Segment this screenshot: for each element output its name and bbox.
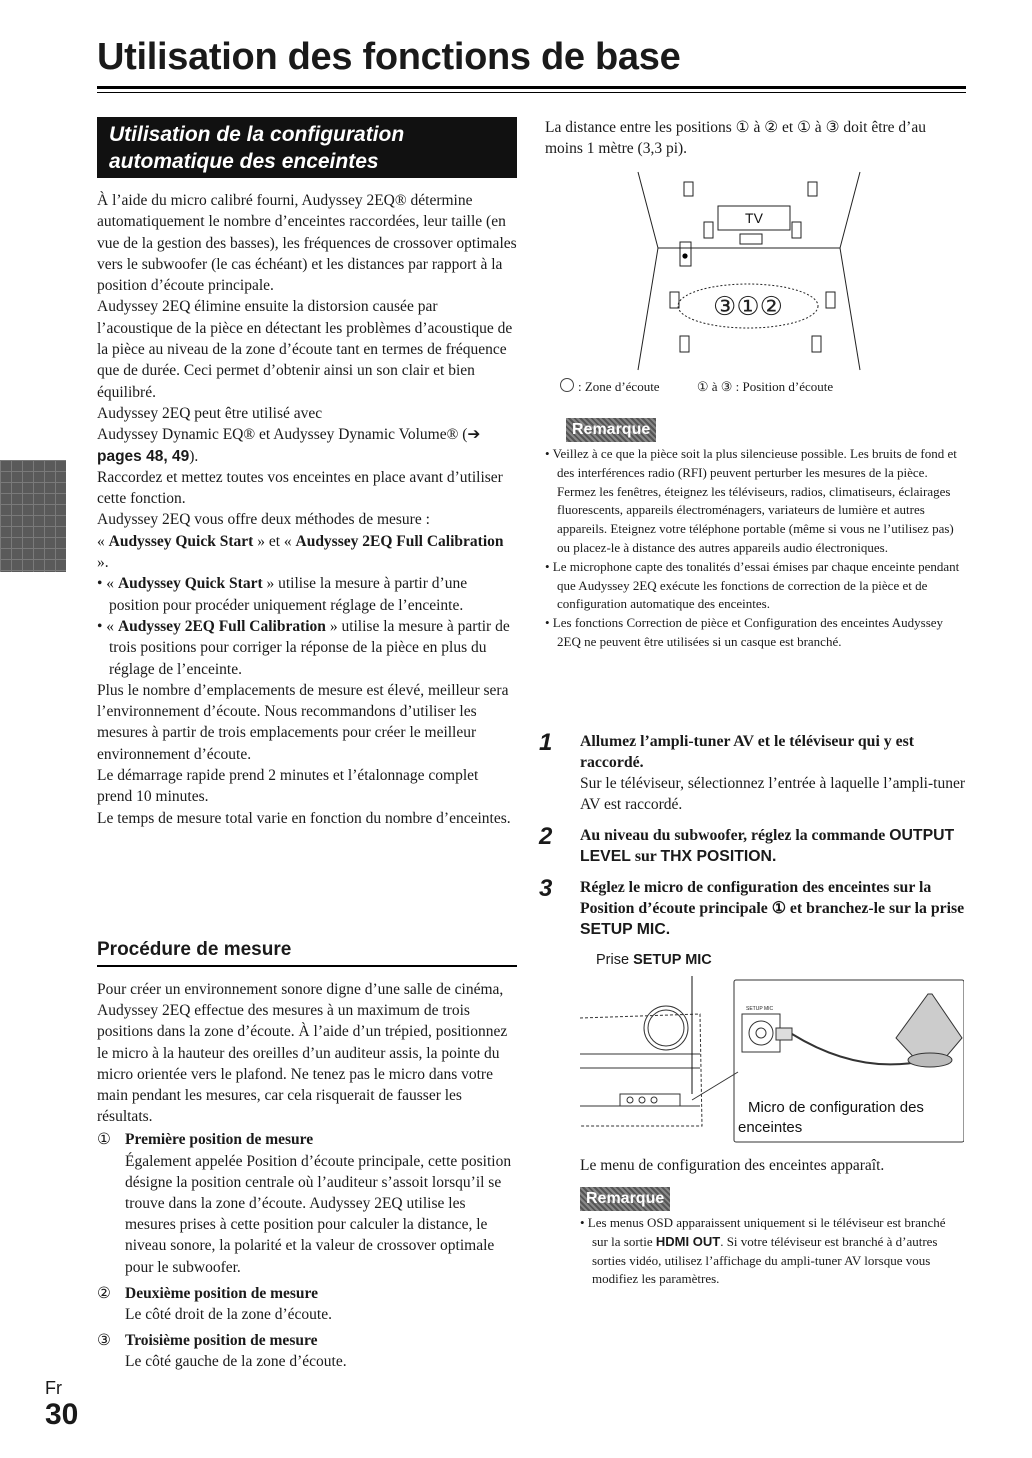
room-diagram <box>636 170 862 372</box>
position-number: ③ <box>97 1332 111 1350</box>
text-span: . Si votre téléviseur est branché à d’autres sorties vidéo, utilisez l’affichage du ampli-tuner AV lorsque vous modifiez les paramètres. <box>592 1233 938 1287</box>
setup-mic-diagram <box>580 976 964 1144</box>
page-reference-link[interactable]: pages 48, 49 <box>97 447 190 465</box>
section-title-line-2: automatique des enceintes <box>109 150 379 173</box>
text-span: Réglez le micro de configuration des enceintes sur la Position d’écoute principale ① et branchez-le sur la prise <box>580 879 965 917</box>
speaker-icon <box>704 222 713 238</box>
method-name: Audyssey Quick Start <box>108 532 254 550</box>
remark-item <box>580 1214 964 1289</box>
measure-position-3 <box>97 1330 517 1372</box>
text-span: • « <box>97 575 118 593</box>
setup-mic-label: SETUP MIC <box>746 1006 774 1012</box>
text-span: Au niveau du subwoofer, réglez la commande <box>580 827 890 844</box>
intro-paragraph <box>97 424 517 467</box>
remark-item: • Veillez à ce que la pièce soit la plus silencieuse possible. Les bruits de fond et des interférences radio (RFI) peuvent perturber les mesures de la pièce. Fermez les fenêtres, éteignez les téléviseurs, radios, climatiseurs, éclairages fluorescents, appareils électroménagers, variateurs de lumière et autres appareils. Eteignez votre téléphone portable (même si vous ne l’utilisez pas) ou placez-le à distance des autres appareils audio électroniques. <box>545 446 957 555</box>
side-index-tab <box>0 460 66 572</box>
procedure-text: Pour créer un environnement sonore digne d’une salle de cinéma, Audyssey 2EQ effectue des mesures à un maximum de trois positions dans la zone d’écoute. À l’aide d’un trépied, positionnez le micro à la hauteur des oreilles d’un auditeur assis, la pointe du micro orientée vers le plafond. Ne tenez pas le micro dans votre main pendant les mesures, car cela risquerait de fausser les résultats. <box>97 981 508 1126</box>
page-language: Fr <box>45 1378 62 1398</box>
page-number: 30 <box>45 1398 79 1431</box>
ref-bracket: ( <box>462 426 468 444</box>
text-span: sur <box>630 848 661 865</box>
step-title <box>580 877 965 940</box>
intro-paragraph: Raccordez et mettez toutes vos enceintes en place avant d’utiliser cette fonction. <box>97 468 503 508</box>
intro-paragraph: Audyssey 2EQ peut être utilisé avec <box>97 404 323 422</box>
text-span: » utilise la mesure à partir de trois positions pour corriger la réponse de la pièce en plus du réglage de l’enceinte. <box>109 617 510 678</box>
speaker-icon <box>812 336 821 352</box>
position-title: Troisième position de mesure <box>125 1332 318 1350</box>
ref-bracket: ). <box>189 447 199 465</box>
position-title: Deuxième position de mesure <box>125 1284 319 1302</box>
speaker-icon <box>680 336 689 352</box>
position-desc: Le côté droit de la zone d’écoute. <box>125 1306 332 1324</box>
legend-positions: ① à ③ : Position d’écoute <box>696 379 834 394</box>
speaker-icon <box>740 234 762 244</box>
jack-name: SETUP MIC. <box>580 921 671 938</box>
tv-label: TV <box>745 210 763 226</box>
menu-appears-text: Le menu de configuration des enceintes apparaît. <box>580 1157 885 1174</box>
text-span: ». <box>97 554 109 572</box>
method-name: Audyssey Quick Start <box>117 575 263 593</box>
position-desc: Le côté gauche de la zone d’écoute. <box>125 1353 347 1371</box>
text-span: « <box>97 532 109 550</box>
speaker-icon <box>684 182 693 196</box>
step-number: 2 <box>539 823 553 850</box>
intro-paragraph: Audyssey 2EQ vous offre deux méthodes de mesure : <box>97 511 430 529</box>
legend-zone: : Zone d’écoute <box>578 379 660 394</box>
remark-item: • Le microphone capte des tonalités d’essai émises par chaque enceinte pendant que Audyssey 2EQ exécute les fonctions de correction de la pièce et de configuration automatique des enceintes. <box>545 558 960 612</box>
position-number: ① <box>97 1131 111 1149</box>
position-desc: Également appelée Position d’écoute principale, cette position désigne la position centrale où l’auditeur s’assoit lorsqu’il se trouve dans la zone d’écoute. Audyssey 2EQ utilise les mesures prises à cette position pour calculer la distance, le niveau sonore, la polarité et la valeur de crossover optimale pour le subwoofer. <box>125 1152 512 1276</box>
zone-circle-icon <box>560 378 574 392</box>
step-title: Allumez l’ampli-tuner AV et le téléviseur qui y est raccordé. <box>580 733 915 771</box>
control-name: OUTPUT LEVEL <box>580 827 955 865</box>
remark-list <box>545 445 965 652</box>
text-span: • « <box>97 617 118 635</box>
speaker-icon <box>826 292 835 308</box>
section-title <box>109 121 404 175</box>
arrow-icon: ➔ <box>467 426 481 444</box>
speaker-icon <box>670 292 679 308</box>
intro-paragraph: Plus le nombre d’emplacements de mesure est élevé, meilleur sera l’environnement d’écoute. Nous recommandons d’utiliser les mesures à partir de trois emplacements pour créer le meilleur environnement d’écoute. <box>97 681 509 763</box>
position-markers: ③①② <box>713 292 783 322</box>
position-number: ② <box>97 1284 111 1302</box>
jack-name: SETUP MIC <box>633 952 712 968</box>
remark-badge: Remarque <box>566 418 656 442</box>
intro-paragraph: Le temps de mesure total varie en fonction du nombre d’enceintes. <box>97 809 511 827</box>
step-body: Sur le téléviseur, sélectionnez l’entrée à laquelle l’ampli-tuner AV est raccordé. <box>580 775 965 813</box>
step-title <box>580 825 965 867</box>
speaker-icon <box>808 182 817 196</box>
text-span: » utilise la mesure à partir d’une position pour procéder uniquement réglage de l’enceinte. <box>109 575 468 614</box>
output-name: HDMI OUT <box>655 1233 721 1249</box>
mic-caption: enceintes <box>738 1119 803 1136</box>
remark-item: • Les fonctions Correction de pièce et Configuration des enceintes Audyssey 2EQ ne peuvent être utilisées si un casque est branché. <box>545 615 944 649</box>
text-span: » et « <box>253 532 296 550</box>
page-title: Utilisation des fonctions de base <box>97 36 681 78</box>
section-banner <box>97 117 517 178</box>
control-name: THX POSITION. <box>660 848 777 865</box>
intro-paragraph: À l’aide du micro calibré fourni, Audyssey 2EQ® détermine automatiquement le nombre d’enceintes raccordées, leur taille (en vue de la gestion des basses), les fréquences de crossover optimales vers le subwoofer (le cas échéant) et les distances par rapport à la position d’écoute principale. <box>97 192 517 295</box>
intro-text <box>97 190 517 829</box>
prise-label <box>596 952 712 968</box>
speaker-icon <box>792 222 801 238</box>
step-number: 1 <box>539 729 553 756</box>
intro-paragraph: Le démarrage rapide prend 2 minutes et l’étalonnage complet prend 10 minutes. <box>97 767 479 806</box>
text-span: • Les menus OSD apparaissent uniquement si le téléviseur est branché sur la sortie <box>580 1215 946 1249</box>
section-title-line-1: Utilisation de la configuration <box>109 123 405 146</box>
procedure-section <box>97 979 517 1373</box>
step-number: 3 <box>539 875 553 902</box>
diagram-legend <box>560 378 970 395</box>
step-1 <box>539 729 965 815</box>
method-name: Audyssey 2EQ Full Calibration <box>295 532 504 550</box>
intro-paragraph: Audyssey 2EQ élimine ensuite la distorsion causée par l’acoustique de la pièce en détectant les problèmes d’acoustique de la pièce au niveau de la zone d’écoute tant en termes de fréquence que de durée. Ceci permet d’obtenir ainsi un son clair et bien équilibré. <box>97 298 513 401</box>
text-span: Prise <box>596 952 634 968</box>
method-name: Audyssey 2EQ Full Calibration <box>117 617 326 635</box>
bullet-item <box>97 616 517 680</box>
mic-caption: Micro de configuration des <box>748 1099 924 1116</box>
step-2 <box>539 823 965 867</box>
title-rule-thin <box>97 92 966 93</box>
intro-paragraph <box>97 531 517 574</box>
step-3 <box>539 875 965 940</box>
intro-text-span: Audyssey Dynamic EQ® et Audyssey Dynamic Volume® <box>97 426 459 444</box>
distance-text: La distance entre les positions ① à ② et ① à ③ doit être d’au moins 1 mètre (3,3 pi). <box>545 119 926 157</box>
procedure-heading: Procédure de mesure <box>97 939 517 967</box>
measure-position-1 <box>97 1129 517 1277</box>
remark-badge: Remarque <box>580 1187 670 1211</box>
measure-position-2 <box>97 1283 517 1325</box>
position-title: Première position de mesure <box>125 1131 314 1149</box>
title-rule <box>97 86 966 89</box>
bullet-item <box>97 573 517 616</box>
